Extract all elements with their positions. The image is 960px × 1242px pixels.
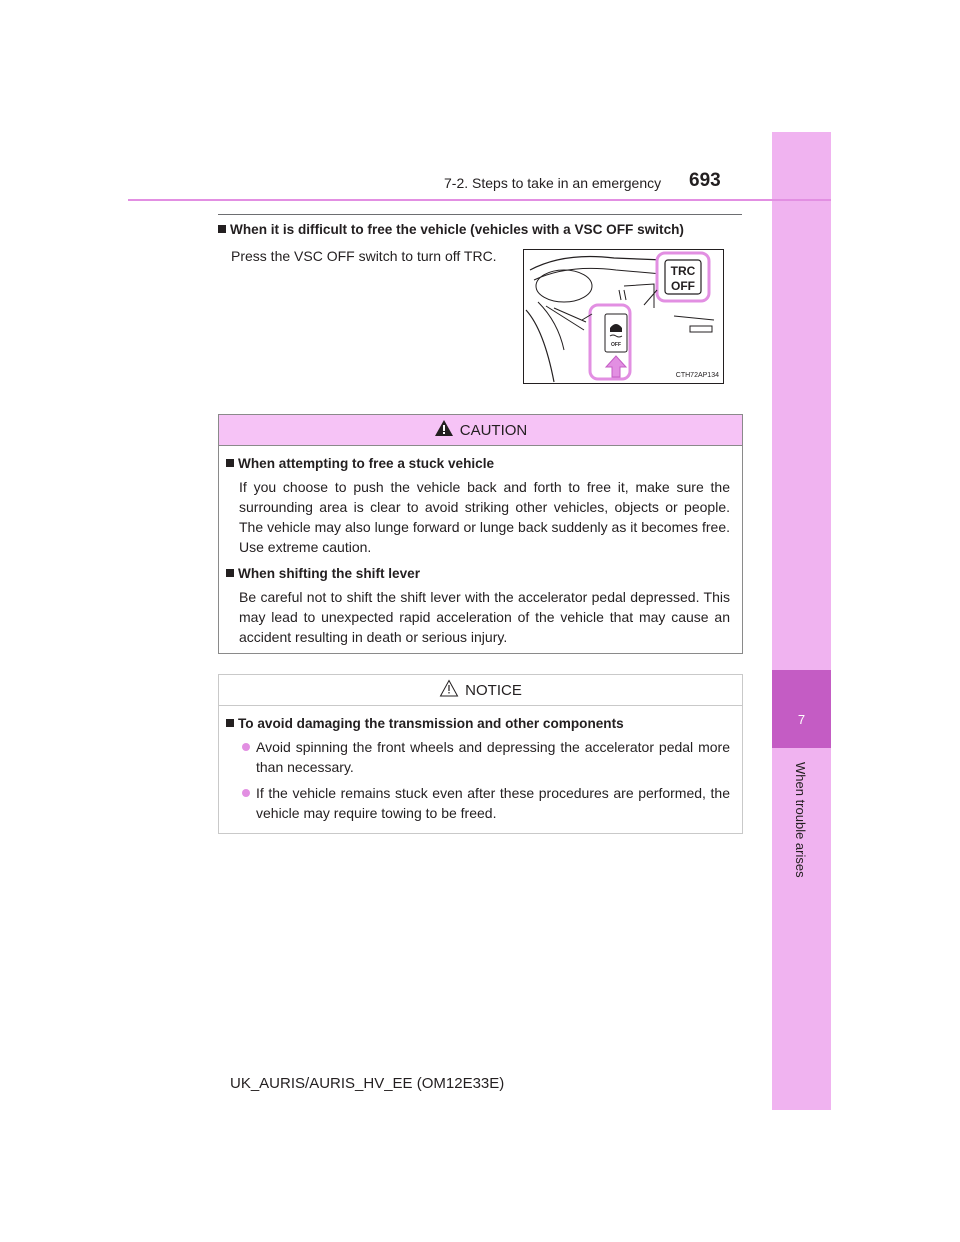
notice-bullet-1-text: Avoid spinning the front wheels and depressing the accelerator pedal more than necessary.	[256, 739, 730, 775]
notice-title: NOTICE	[465, 681, 522, 699]
chapter-side-tab	[772, 132, 831, 1110]
switch-off-label: OFF	[611, 342, 621, 348]
caution-header	[219, 415, 742, 446]
caution-item-title	[226, 566, 730, 581]
notice-bullet	[226, 783, 730, 823]
notice-body	[219, 706, 742, 823]
document-footer: UK_AURIS/AURIS_HV_EE (OM12E33E)	[230, 1075, 505, 1092]
chapter-title-container	[793, 762, 809, 892]
caution-item-2-title: When shifting the shift lever	[238, 566, 421, 581]
caution-item-title	[226, 456, 730, 471]
caution-box	[218, 414, 743, 654]
caution-item-2-text: Be careful not to shift the shift lever with the accelerator pedal depressed. This may lead to unexpected rapid acceleration of the vehicle that may cause an accident resulting in death or serious injury.	[239, 589, 730, 645]
vsc-off-switch-figure	[523, 249, 724, 384]
section-heading-text: When it is difficult to free the vehicle (vehicles with a VSC OFF switch)	[230, 222, 684, 237]
warning-triangle-outline-icon	[439, 679, 459, 701]
notice-header	[219, 675, 742, 706]
notice-bullet-2-text: If the vehicle remains stuck even after these procedures are performed, the vehicle may require towing to be freed.	[256, 785, 730, 821]
intro-paragraph: Press the VSC OFF switch to turn off TRC.	[231, 248, 497, 264]
warning-triangle-icon	[434, 419, 454, 441]
notice-box	[218, 674, 743, 834]
notice-item-title-text: To avoid damaging the transmission and other components	[238, 716, 624, 731]
round-bullet-icon	[242, 789, 250, 797]
trc-label-line2: OFF	[671, 279, 695, 293]
square-bullet-icon	[226, 459, 234, 467]
notice-item-title	[226, 716, 730, 731]
chapter-title: When trouble arises	[793, 762, 808, 878]
caution-item-1-text: If you choose to push the vehicle back and forth to free it, make sure the surrounding area is clear to avoid striking other vehicles, objects or people. The vehicle may also lunge forward or lunge back suddenly as it becomes free. Use extreme caution.	[239, 479, 730, 555]
caution-title: CAUTION	[459, 421, 528, 439]
trc-label-line1: TRC	[670, 264, 696, 278]
square-bullet-icon	[218, 225, 226, 233]
caution-body	[219, 446, 742, 647]
page-number: 693	[689, 170, 721, 191]
square-bullet-icon	[226, 719, 234, 727]
round-bullet-icon	[242, 743, 250, 751]
caution-item-1-title: When attempting to free a stuck vehicle	[238, 456, 495, 471]
dashboard-illustration	[524, 250, 723, 383]
square-bullet-icon	[226, 569, 234, 577]
section-heading	[218, 222, 684, 237]
chapter-number-tab	[772, 670, 831, 748]
notice-bullet	[226, 737, 730, 777]
content-divider	[218, 214, 742, 215]
header-divider	[128, 199, 831, 201]
chapter-number: 7	[797, 712, 806, 727]
figure-code: CTH72AP134	[675, 372, 719, 379]
section-header: 7-2. Steps to take in an emergency	[444, 175, 662, 191]
